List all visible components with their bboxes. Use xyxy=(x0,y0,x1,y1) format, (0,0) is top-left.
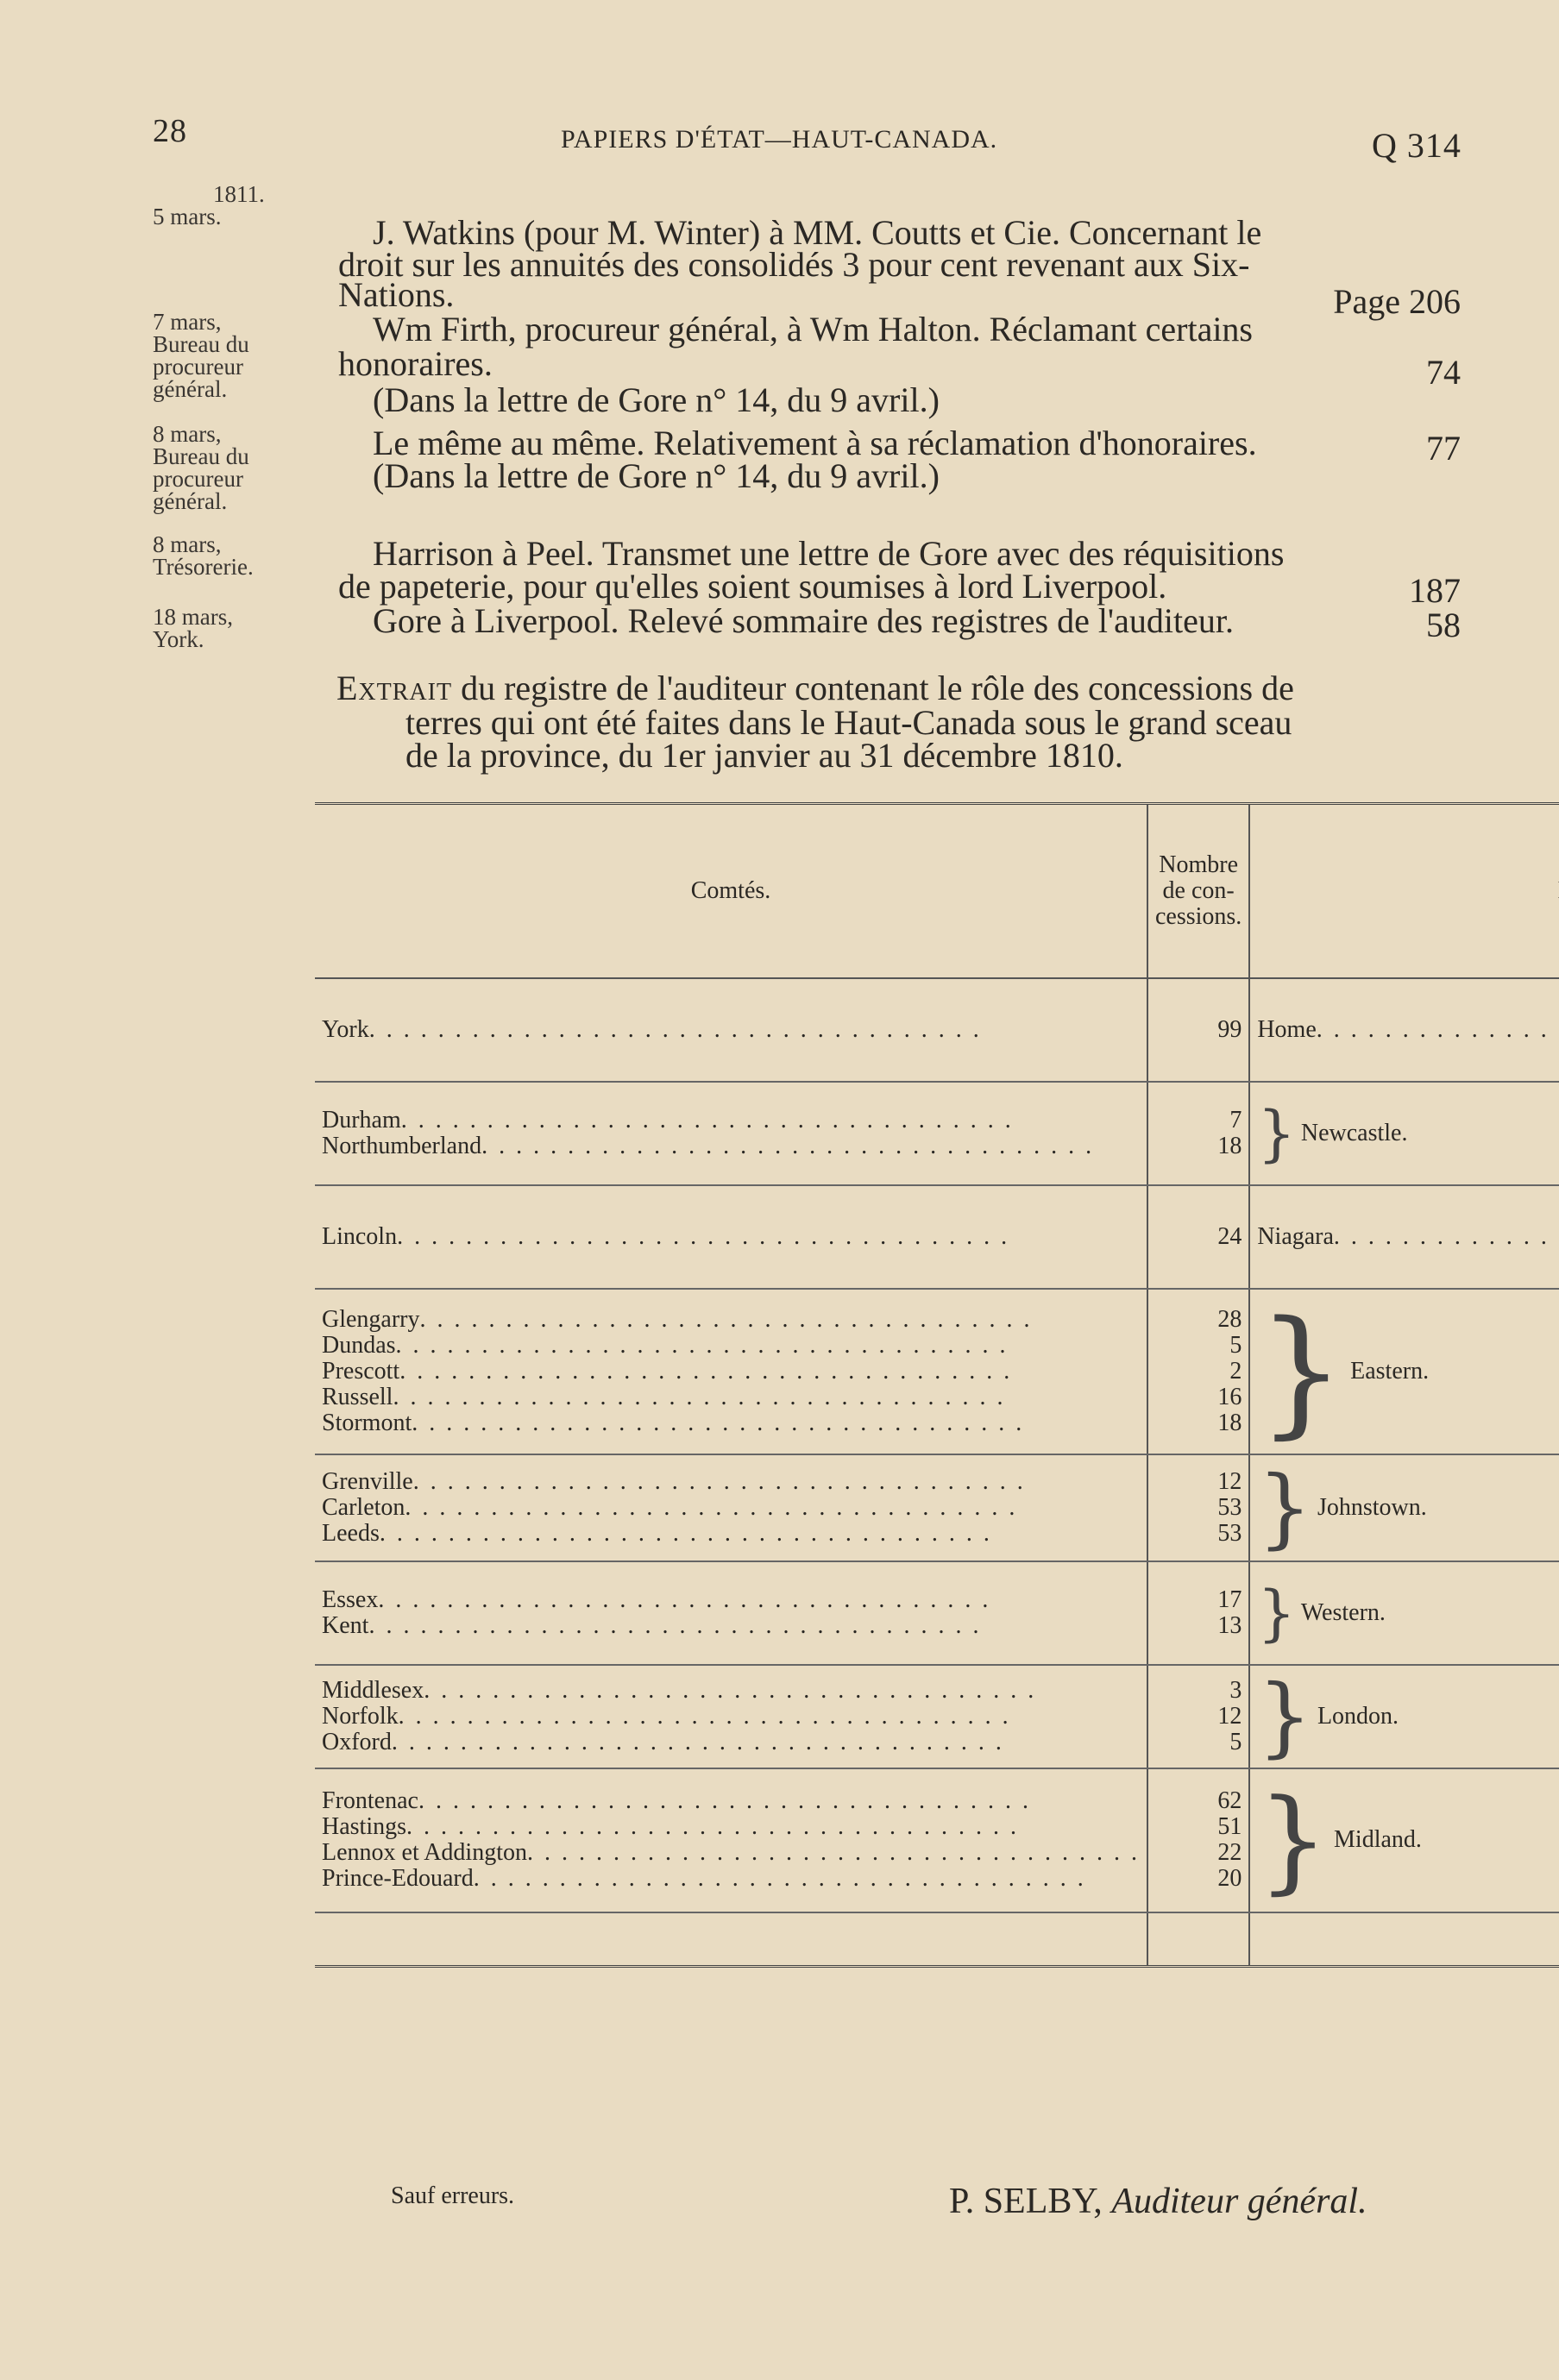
entry-2-line-1: Wm Firth, procureur général, à Wm Halton. Réclamant certains xyxy=(373,310,1253,349)
leader-dots xyxy=(481,1133,1140,1159)
cell-concessions xyxy=(1147,1454,1249,1561)
table-row xyxy=(315,1082,1559,1185)
concession-count: 22 xyxy=(1217,1839,1242,1867)
entry-1-page: Page 206 xyxy=(1333,282,1461,321)
concession-count: 12 xyxy=(1217,1467,1242,1495)
concession-count: 18 xyxy=(1217,1410,1242,1436)
concession-count: 20 xyxy=(1217,1865,1242,1893)
concession-count: 24 xyxy=(1217,1223,1242,1250)
table-row xyxy=(315,1454,1559,1561)
cell-concessions xyxy=(1147,1665,1249,1768)
cell-counties xyxy=(315,1665,1147,1768)
page-number: 28 xyxy=(153,113,187,149)
series-reference: Q 314 xyxy=(1372,126,1462,165)
county-name: Prince-Edouard xyxy=(322,1865,474,1893)
margin-office: procureur xyxy=(153,466,243,492)
county-name: Leeds xyxy=(322,1519,380,1547)
leader-dots xyxy=(413,1469,1140,1495)
cell-concessions xyxy=(1147,1082,1249,1185)
concession-count: 12 xyxy=(1217,1702,1242,1730)
county-name: Grenville xyxy=(322,1467,413,1495)
concessions-table xyxy=(315,802,1559,1968)
table-row xyxy=(315,1665,1559,1768)
leader-dots xyxy=(369,1017,1140,1043)
table-row xyxy=(315,978,1559,1082)
brace-icon: } xyxy=(1257,1577,1296,1648)
margin-office: Bureau du xyxy=(153,443,249,469)
leader-dots xyxy=(418,1788,1140,1814)
entry-2-note: (Dans la lettre de Gore n° 14, du 9 avril.) xyxy=(373,380,940,419)
leader-dots xyxy=(1317,1017,1559,1043)
county-name: York xyxy=(322,1016,369,1043)
entry-4-line-1: Harrison à Peel. Transmet une lettre de Gore avec des réquisitions xyxy=(373,534,1285,573)
table-total-row xyxy=(315,1912,1559,1967)
margin-note-5 xyxy=(153,606,233,650)
running-title: PAPIERS D'ÉTAT—HAUT-CANADA. xyxy=(561,125,998,154)
county-name: Dundas xyxy=(322,1332,396,1359)
brace-icon: } xyxy=(1257,1290,1346,1452)
county-name: Middlesex xyxy=(322,1676,424,1704)
concession-count: 7 xyxy=(1229,1107,1242,1133)
county-name: Oxford xyxy=(322,1728,392,1755)
concession-count: 13 xyxy=(1217,1611,1242,1639)
leader-dots xyxy=(401,1108,1140,1133)
margin-note-2 xyxy=(153,311,249,400)
brace-icon: } xyxy=(1257,1774,1330,1906)
cell-concessions xyxy=(1147,1768,1249,1912)
cell-district xyxy=(1249,1768,1559,1912)
leader-dots xyxy=(396,1333,1140,1359)
margin-note-3 xyxy=(153,423,249,512)
margin-note-1 xyxy=(153,183,265,228)
cell-district xyxy=(1249,978,1559,1082)
leader-dots xyxy=(399,1359,1140,1385)
leader-dots xyxy=(474,1866,1140,1892)
county-name: Kent xyxy=(322,1611,369,1639)
extrait-line-1 xyxy=(336,671,1294,706)
cell-district xyxy=(1249,1082,1559,1185)
entry-3-line-1: Le même au même. Relativement à sa réclamation d'honoraires. xyxy=(373,424,1257,462)
brace-icon: } xyxy=(1257,1098,1296,1169)
margin-note-4 xyxy=(153,533,254,578)
concession-count: 5 xyxy=(1229,1332,1242,1359)
entry-3-note: (Dans la lettre de Gore n° 14, du 9 avril.) xyxy=(373,456,940,495)
header-nombre-concessions: Nombre de con- cessions. xyxy=(1147,804,1249,979)
signature-title: Auditeur général. xyxy=(1111,2182,1367,2221)
district-name: Newcastle. xyxy=(1300,1120,1408,1146)
cell-counties xyxy=(315,1082,1147,1185)
table-header-row xyxy=(315,804,1559,979)
county-name: Lincoln xyxy=(322,1223,398,1250)
cell-empty xyxy=(1147,1912,1249,1967)
leader-dots xyxy=(420,1307,1140,1333)
margin-year: 1811. xyxy=(213,181,265,207)
entry-5-line-1: Gore à Liverpool. Relevé sommaire des registres de l'auditeur. xyxy=(373,601,1234,640)
header-districts xyxy=(1249,804,1559,979)
margin-date: 7 mars, xyxy=(153,309,222,335)
leader-dots xyxy=(392,1730,1140,1755)
leader-dots xyxy=(393,1385,1140,1410)
signature-name: P. SELBY, xyxy=(949,2182,1103,2221)
leader-dots xyxy=(378,1587,1140,1613)
district-name: Midland. xyxy=(1334,1826,1422,1854)
cell-empty xyxy=(315,1912,1147,1967)
cell-counties xyxy=(315,978,1147,1082)
entry-2-line-2: honoraires. xyxy=(338,344,493,383)
margin-place: York. xyxy=(153,626,204,652)
county-name: Carleton xyxy=(322,1493,405,1521)
margin-office: général. xyxy=(153,488,228,514)
entry-2-page: 74 xyxy=(1426,353,1461,392)
county-name: Glengarry xyxy=(322,1306,420,1333)
cell-empty xyxy=(1249,1912,1559,1967)
concession-count: 3 xyxy=(1229,1676,1242,1704)
cell-concessions xyxy=(1147,1289,1249,1454)
district-name: Western. xyxy=(1300,1598,1386,1626)
sauf-erreurs: Sauf erreurs. xyxy=(391,2182,515,2209)
concession-count: 2 xyxy=(1229,1358,1242,1385)
cell-counties xyxy=(315,1561,1147,1665)
margin-office: général. xyxy=(153,376,228,402)
margin-office: procureur xyxy=(153,354,243,380)
cell-counties xyxy=(315,1768,1147,1912)
concession-count: 62 xyxy=(1217,1787,1242,1815)
extrait-word: Extrait xyxy=(336,669,453,707)
district-name: London. xyxy=(1317,1702,1399,1730)
table-row xyxy=(315,1768,1559,1912)
concession-count: 16 xyxy=(1217,1384,1242,1410)
leader-dots xyxy=(406,1814,1140,1840)
margin-date: 8 mars, xyxy=(153,531,222,557)
county-name: Northumberland xyxy=(322,1133,482,1159)
table-row xyxy=(315,1185,1559,1289)
margin-date: 18 mars, xyxy=(153,604,233,630)
cell-district xyxy=(1249,1454,1559,1561)
entry-4-line-2: de papeterie, pour qu'elles soient soumises à lord Liverpool. xyxy=(338,567,1167,606)
cell-counties xyxy=(315,1185,1147,1289)
district-name: Home xyxy=(1257,1016,1317,1043)
cell-concessions xyxy=(1147,1185,1249,1289)
leader-dots xyxy=(527,1840,1140,1866)
table-row xyxy=(315,1561,1559,1665)
extrait-text: du registre de l'auditeur contenant le rôle des concessions de xyxy=(461,669,1294,707)
concession-count: 53 xyxy=(1217,1493,1242,1521)
cell-district xyxy=(1249,1665,1559,1768)
leader-dots xyxy=(1334,1224,1559,1250)
brace-icon: } xyxy=(1257,1665,1312,1767)
cell-counties xyxy=(315,1454,1147,1561)
entry-1-line-1: J. Watkins (pour M. Winter) à MM. Coutts et Cie. Concernant le xyxy=(373,213,1262,252)
county-name: Durham xyxy=(322,1107,401,1133)
concession-count: 18 xyxy=(1217,1133,1242,1159)
district-name: Eastern. xyxy=(1350,1358,1430,1385)
leader-dots xyxy=(368,1613,1140,1639)
entry-5-page: 58 xyxy=(1426,606,1461,644)
cell-counties xyxy=(315,1289,1147,1454)
concession-count: 28 xyxy=(1217,1306,1242,1333)
margin-office: Bureau du xyxy=(153,331,249,357)
cell-district xyxy=(1249,1561,1559,1665)
concession-count: 5 xyxy=(1229,1728,1242,1755)
entry-1-line-2: droit sur les annuités des consolidés 3 pour cent revenant aux Six- xyxy=(338,245,1250,284)
county-name: Lennox et Addington xyxy=(322,1839,527,1867)
concession-count: 53 xyxy=(1217,1519,1242,1547)
county-name: Frontenac xyxy=(322,1787,418,1815)
district-name: Johnstown. xyxy=(1317,1493,1427,1521)
leader-dots xyxy=(380,1521,1140,1547)
leader-dots xyxy=(399,1704,1140,1730)
margin-date: 5 mars. xyxy=(153,204,222,229)
entry-1-line-3: Nations. xyxy=(338,275,455,314)
concession-count: 99 xyxy=(1217,1016,1242,1043)
margin-date: 8 mars, xyxy=(153,421,222,447)
leader-dots xyxy=(424,1678,1140,1704)
leader-dots xyxy=(412,1410,1140,1436)
brace-icon: } xyxy=(1257,1456,1312,1558)
extrait-line-2: terres qui ont été faites dans le Haut-Canada sous le grand sceau xyxy=(405,703,1292,742)
cell-concessions xyxy=(1147,1561,1249,1665)
leader-dots xyxy=(397,1224,1140,1250)
leader-dots xyxy=(405,1495,1140,1521)
signature xyxy=(949,2181,1367,2222)
concession-count: 51 xyxy=(1217,1813,1242,1841)
entry-3-page: 77 xyxy=(1426,429,1461,468)
county-name: Stormont xyxy=(322,1410,412,1436)
table-row xyxy=(315,1289,1559,1454)
cell-district xyxy=(1249,1289,1559,1454)
county-name: Russell xyxy=(322,1384,393,1410)
county-name: Norfolk xyxy=(322,1702,399,1730)
district-name: Niagara xyxy=(1257,1223,1334,1250)
cell-district xyxy=(1249,1185,1559,1289)
entry-4-page: 187 xyxy=(1409,571,1461,610)
extrait-line-3: de la province, du 1er janvier au 31 décembre 1810. xyxy=(405,736,1123,775)
concession-count: 17 xyxy=(1217,1586,1242,1613)
county-name: Hastings xyxy=(322,1813,406,1841)
margin-office: Trésorerie. xyxy=(153,554,254,580)
header-comtes: Comtés. xyxy=(315,804,1147,979)
county-name: Prescott xyxy=(322,1358,400,1385)
county-name: Essex xyxy=(322,1586,379,1613)
cell-concessions xyxy=(1147,978,1249,1082)
